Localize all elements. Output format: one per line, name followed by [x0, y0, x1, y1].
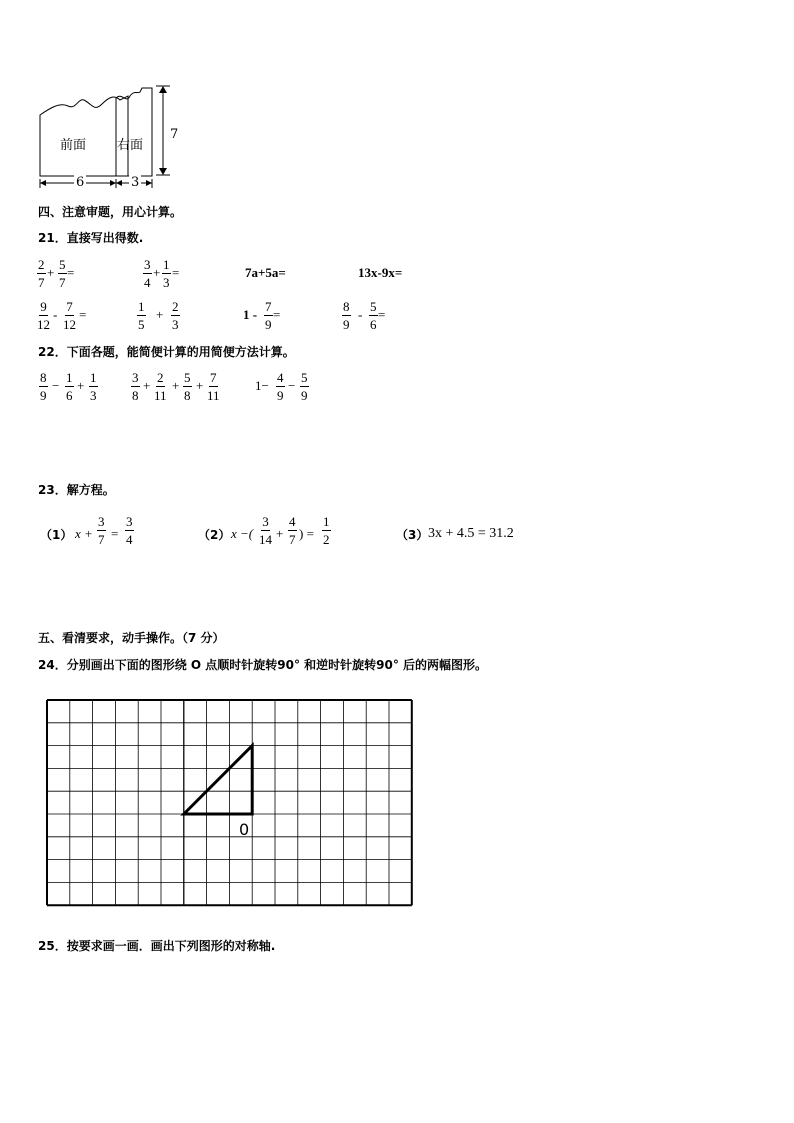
q23-eq3-expr: 3x + 4.5 = 31.2 [428, 526, 514, 541]
q23-eq1-pre: x + [75, 526, 93, 541]
q23-eq2-op: + [276, 526, 284, 541]
point-o-label: 0 [239, 820, 250, 839]
right-label: 右面 [117, 138, 144, 153]
q23-eq2-close: ) = [299, 526, 314, 541]
q21-r1-e1-eq: = [67, 265, 75, 280]
q23-eq2-c: $\frac{1}{2}$ [323, 514, 330, 547]
q22-e3-a: $\frac{4}{9}$ [277, 370, 284, 403]
q21-r2-e4-frac2: $\frac{5}{6}$ [370, 299, 377, 332]
q25-title: 25．按要求画一画．画出下列图形的对称轴. [38, 939, 276, 953]
q22-e3-pre: 1− [255, 378, 269, 393]
q21-r1-e4: 13x-9x= [358, 265, 403, 280]
q21-r1-e2-eq: = [172, 265, 180, 280]
q21-r1-e1-op: + [47, 265, 55, 280]
q21-r2-e4-op: - [358, 307, 363, 322]
q21-r1-e3: 7a+5a= [245, 265, 286, 280]
right-face-outline [116, 88, 152, 176]
q21-r1-e2-op: + [153, 265, 161, 280]
q22-e2-op3: + [196, 378, 204, 393]
q23-eq2-pre: x −( [231, 526, 254, 541]
q23-eq1-a: $\frac{3}{7}$ [98, 514, 105, 547]
q22-e3-op1: − [288, 378, 296, 393]
q22-e2-c: $\frac{5}{8}$ [184, 370, 191, 403]
q21-r2-e4-eq: = [378, 307, 386, 322]
q21-r2-e1-frac1: $\frac{9}{12}$ [37, 299, 50, 332]
right-width-label: 3 [131, 175, 140, 190]
front-label: 前面 [60, 138, 87, 153]
rotation-grid [45, 698, 415, 908]
q22-e1-op1: − [52, 378, 60, 393]
q23-eq1-label: （1） [40, 528, 73, 542]
q22-e1-a: $\frac{8}{9}$ [40, 370, 47, 403]
q21-r2-e3-frac: $\frac{7}{9}$ [265, 299, 272, 332]
front-width-label: 6 [76, 175, 85, 190]
q21-title: 21．直接写出得数. [38, 231, 144, 245]
q22-e3-b: $\frac{5}{9}$ [301, 370, 308, 403]
q23-eq2-a: $\frac{3}{14}$ [259, 514, 272, 547]
section4-title: 四、注意审题，用心计算。 [38, 205, 183, 219]
q22-e2-b: $\frac{2}{11}$ [154, 370, 167, 403]
q21-r2-e4-frac1: $\frac{8}{9}$ [343, 299, 350, 332]
q21-r2-e2-frac2: $\frac{2}{3}$ [172, 299, 179, 332]
q21-r2-e2-frac1: $\frac{1}{5}$ [138, 299, 145, 332]
q21-r2-e3-pre: 1 - [243, 307, 258, 322]
q21-r2-e1-eq: = [79, 307, 87, 322]
q21-r1-e2-frac1: $\frac{3}{4}$ [144, 257, 151, 290]
q22-e1-op2: + [77, 378, 85, 393]
q22-title: 22．下面各题，能简便计算的用简便方法计算。 [38, 345, 295, 359]
section5-title: 五、看清要求，动手操作。（7 分） [38, 631, 225, 645]
q23-eq3-label: （3） [396, 528, 429, 542]
q21-r2-e2-op: + [156, 307, 164, 322]
q22-e2-a: $\frac{3}{8}$ [132, 370, 139, 403]
q21-r1-e1-frac1: $\frac{2}{7}$ [38, 257, 45, 290]
q22-e2-op1: + [143, 378, 151, 393]
q23-eq1-b: $\frac{3}{4}$ [126, 514, 133, 547]
q23-title: 23．解方程。 [38, 483, 115, 497]
q21-r2-e1-frac2: $\frac{7}{12}$ [63, 299, 76, 332]
q24-title: 24．分别画出下面的图形绕 O 点顺时针旋转90° 和逆时针旋转90° 后的两幅图形。 [38, 658, 488, 672]
q22-e2-op2: + [172, 378, 180, 393]
q22-e1-c: $\frac{1}{3}$ [90, 370, 97, 403]
height-label: 7 [170, 127, 179, 142]
q22-e2-d: $\frac{7}{11}$ [207, 370, 220, 403]
q21-r1-e1-frac2: $\frac{5}{7}$ [59, 257, 66, 290]
q23-eq1-eq: = [111, 526, 119, 541]
q21-r2-e3-eq: = [273, 307, 281, 322]
q23-eq2-label: （2） [198, 528, 231, 542]
triangle-shape [184, 746, 252, 814]
q22-e1-b: $\frac{1}{6}$ [66, 370, 73, 403]
q21-r2-e1-op: - [53, 307, 58, 322]
q21-r1-e2-frac2: $\frac{1}{3}$ [163, 257, 170, 290]
q23-eq2-b: $\frac{4}{7}$ [289, 514, 296, 547]
